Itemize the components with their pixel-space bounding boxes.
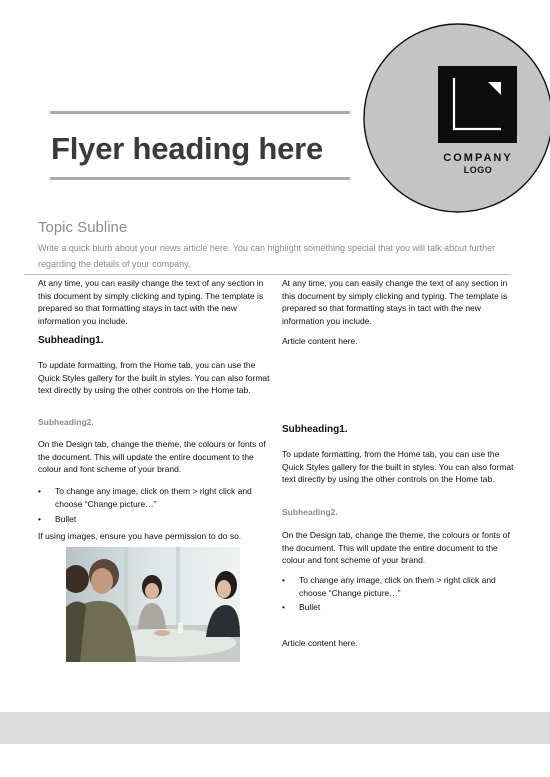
meeting-photo[interactable] — [66, 547, 240, 662]
left-bullet-1: • To change any image, click on them > right click and choose “Change picture…” — [38, 486, 252, 509]
right-bullet-1-text: To change any image, click on them > right click and choose “Change picture…” — [299, 575, 496, 598]
logo-logo-text: LOGO — [463, 165, 493, 175]
left-bullet-2: • Bullet — [38, 514, 77, 524]
right-article-content-1: Article content here. — [282, 336, 358, 346]
right-article-content-2: Article content here. — [282, 638, 358, 648]
topic-subline: Topic Subline — [38, 219, 128, 236]
left-paragraph-4: If using images, ensure you have permission to do so. — [38, 531, 242, 541]
right-paragraph-1: At any time, you can easily change the text of any section in this document by simply clicking and typing. The template is prepared so that formatting stays in tact with the new information you include. — [282, 278, 508, 326]
right-bullet-1: • To change any image, click on them > right click and choose “Change picture…” — [282, 575, 496, 598]
left-column — [38, 277, 270, 547]
left-paragraph-2: To update formatting, from the Home tab, you can use the Quick Styles gallery for the built in styles. You can also format text directly by using the other controls on the Home tab. — [38, 360, 270, 395]
right-column — [282, 277, 514, 657]
left-bullet-1-text: To change any image, click on them > right click and choose “Change picture…” — [55, 486, 252, 509]
left-paragraph-3: On the Design tab, change the theme, the colours or fonts of the document. This will update the entire document to the colour and font scheme of your brand. — [38, 439, 266, 474]
right-paragraph-2: To update formatting, from the Home tab, you can use the Quick Styles gallery for the built in styles. You can also format text directly by using the other controls on the Home tab. — [282, 449, 514, 484]
flyer-heading: Flyer heading here — [51, 131, 324, 166]
footer-band — [0, 712, 550, 744]
right-subheading-1: Subheading1. — [282, 424, 348, 435]
left-bullet-2-text: Bullet — [55, 514, 77, 524]
right-bullet-2: • Bullet — [282, 602, 321, 612]
logo-company-text: COMPANY — [443, 152, 513, 164]
left-subheading-2: Subheading2. — [38, 417, 94, 427]
square-corner-logo-icon — [438, 66, 517, 143]
left-subheading-1: Subheading1. — [38, 335, 104, 346]
left-paragraph-1: At any time, you can easily change the text of any section in this document by simply clicking and typing. The template is prepared so that formatting stays in tact with the new information you include. — [38, 278, 264, 326]
heading-top-rule — [50, 111, 350, 114]
right-paragraph-3: On the Design tab, change the theme, the colours or fonts of the document. This will update the entire document to the colour and font scheme of your brand. — [282, 530, 510, 565]
right-bullet-2-text: Bullet — [299, 602, 321, 612]
header-circle — [0, 0, 550, 215]
intro-blurb: Write a quick blurb about your news article here. You can highlight something special that you will talk about further regarding the details of your company. — [38, 243, 496, 269]
section-divider — [25, 274, 510, 275]
heading-bottom-rule — [50, 177, 350, 180]
right-subheading-2: Subheading2. — [282, 507, 338, 517]
